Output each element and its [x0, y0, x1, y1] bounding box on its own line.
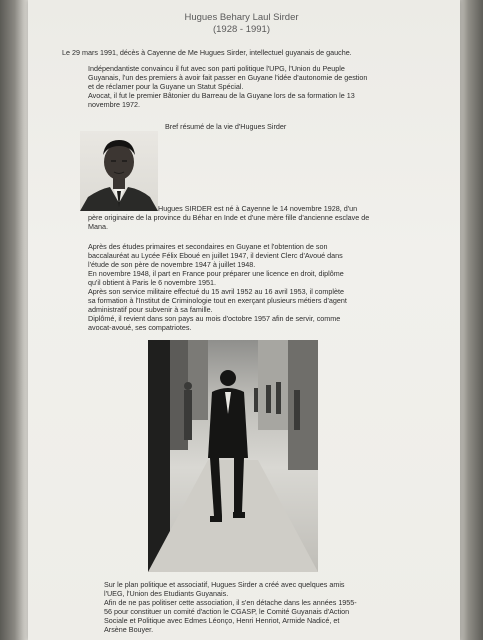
life-dates: (1928 - 1991) — [212, 24, 271, 35]
political-paragraph: Indépendantiste convaincu il fut avec son parti politique l'UPG, l'Union du Peuple Guyanais, l'un des premiers à avoir fait passer en Guyane l'idée d'autonomie de gestion et de réclamer pour la Guyane un Statut Spécial. Avocat, il fut le premier Bâtonier du Barreau de la Guyane lors de sa formation le 13 novembre 1972. — [88, 64, 368, 109]
street-photo — [148, 340, 318, 572]
parents-text: père originaire de la province du Béhar en Inde et d'une mère fille d'ancienne esclave de Mana. — [88, 213, 370, 231]
bio-heading: Bref résumé de la vie d'Hugues Sirder — [165, 122, 287, 131]
associations-text: Sur le plan politique et associatif, Hugues Sirder a créé avec quelques amis l'UEG, l'Union des Etudiants Guyanais. Afin de ne pas politiser cette association, il s'en détache dans les années 1955- 56 pour constituer un comité d'action le CGASP, le Comité Guyanais d'Action Sociale et Politique avec Edmes Léonço, Henri Henriot, Armide Nadicé, et Arsène Bouyer. — [104, 580, 357, 634]
death-notice: Le 29 mars 1991, décès à Cayenne de Me Hugues Sirder, intellectuel guyanais de gauche. — [62, 48, 352, 57]
studies-career-text: Après des études primaires et secondaires en Guyane et l'obtention de son baccalauréat au Lycée Félix Eboué en juillet 1947, il devient Clerc d'Avoué dans l'étude de son père de novembre 1947 à juillet 1948. En novembre 1948, il part en France pour préparer une licence en droit, diplôme qu'il obtient à Paris le 6 novembre 1951. Après son service militaire effectué du 15 avril 1952 au 16 avril 1953, il complète sa formation à l'Institut de Criminologie tout en exerçant plusieurs métiers d'agent administratif pour subvenir à sa famille. Diplômé, il revient dans son pays au mois d'octobre 1957 afin de servir, comme avocat-avoué, ses compatriotes. — [88, 242, 347, 332]
portrait-photo — [80, 131, 158, 211]
birth-text: Hugues SIRDER est né à Cayenne le 14 novembre 1928, d'un — [158, 204, 358, 213]
document-title: Hugues Behary Laul Sirder — [184, 12, 299, 23]
